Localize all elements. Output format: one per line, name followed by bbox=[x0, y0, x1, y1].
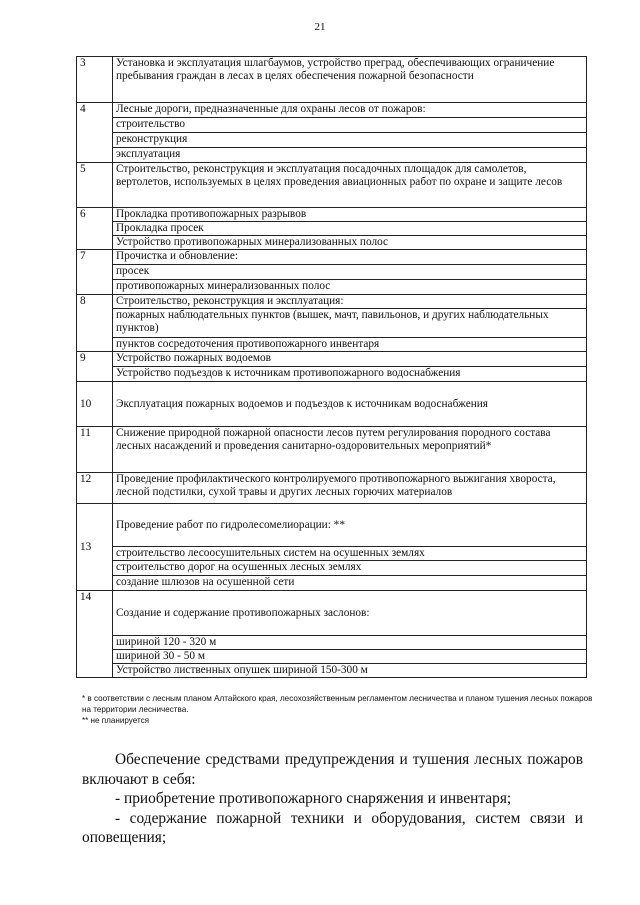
row-text: шириной 120 - 320 м bbox=[113, 636, 587, 650]
table-row bbox=[77, 148, 587, 163]
row-text: Устройство противопожарных минерализованных полос bbox=[113, 236, 587, 250]
row-number: 3 bbox=[77, 57, 113, 103]
row-number: 4 bbox=[77, 103, 113, 163]
table-row bbox=[77, 367, 587, 382]
row-text: Строительство, реконструкция и эксплуатация: bbox=[113, 295, 587, 309]
footnote-2: ** не планируется bbox=[82, 716, 150, 725]
row-text: Проведение профилактического контролируемого противопожарного выжигания хвороста, лесной подстилки, сухой травы и других лесных горючих материалов bbox=[113, 473, 587, 504]
row-number: 6 bbox=[77, 208, 113, 250]
row-number: 10 bbox=[77, 382, 113, 427]
table-row bbox=[77, 664, 587, 678]
paragraph-item-1: - приобретение противопожарного снаряжения и инвентаря; bbox=[115, 790, 512, 807]
row-text: противопожарных минерализованных полос bbox=[113, 280, 587, 295]
table-row bbox=[77, 265, 587, 280]
row-text: строительство лесоосушительных систем на осушенных землях bbox=[113, 547, 587, 561]
table-row bbox=[77, 427, 587, 473]
table-row bbox=[77, 57, 587, 103]
table-row bbox=[77, 504, 587, 547]
row-text: Лесные дороги, предназначенные для охраны лесов от пожаров: bbox=[113, 103, 587, 118]
row-number: 12 bbox=[77, 473, 113, 504]
table-row bbox=[77, 280, 587, 295]
row-text: Эксплуатация пожарных водоемов и подъездов к источникам водоснабжения bbox=[113, 382, 587, 427]
table-row bbox=[77, 576, 587, 591]
table-row bbox=[77, 208, 587, 222]
row-text: Создание и содержание противопожарных заслонов: bbox=[113, 591, 587, 636]
table-row bbox=[77, 650, 587, 664]
row-number: 5 bbox=[77, 163, 113, 208]
row-text: создание шлюзов на осушенной сети bbox=[113, 576, 587, 591]
row-text: Устройство пожарных водоемов bbox=[113, 352, 587, 367]
table-row bbox=[77, 561, 587, 576]
paragraph-item-2: - содержание пожарной техники и оборудования, систем связи и оповещения; bbox=[82, 809, 583, 846]
row-text: реконструкция bbox=[113, 133, 587, 148]
row-number: 8 bbox=[77, 295, 113, 352]
table-row bbox=[77, 133, 587, 148]
row-text: пунктов сосредоточения противопожарного инвентаря bbox=[113, 338, 587, 352]
row-text: Прокладка просек bbox=[113, 222, 587, 236]
row-number: 13 bbox=[77, 504, 113, 591]
row-text: Установка и эксплуатация шлагбаумов, устройство преград, обеспечивающих ограничение пребывания граждан в лесах в целях обеспечения пожарной безопасности bbox=[113, 57, 587, 103]
fire-measures-table bbox=[76, 56, 587, 678]
footnotes bbox=[82, 693, 602, 726]
table-row bbox=[77, 163, 587, 208]
row-text: Прочистка и обновление: bbox=[113, 250, 587, 265]
footnote-1: * в соответствии с лесным планом Алтайского края, лесохозяйственным регламентом лесничества и планом тушения лесных пожаров на территории лесничества. bbox=[82, 694, 593, 714]
table-row bbox=[77, 473, 587, 504]
table-row bbox=[77, 236, 587, 250]
table-row bbox=[77, 118, 587, 133]
table-row bbox=[77, 103, 587, 118]
row-text: Устройство лиственных опушек шириной 150-300 м bbox=[113, 664, 587, 678]
table-row bbox=[77, 547, 587, 561]
table-row bbox=[77, 309, 587, 338]
row-text: Снижение природной пожарной опасности лесов путем регулирования породного состава лесных насаждений и проведения санитарно-оздоровительных мероприятий* bbox=[113, 427, 587, 473]
row-text: просек bbox=[113, 265, 587, 280]
row-text: Устройство подъездов к источникам противопожарного водоснабжения bbox=[113, 367, 587, 382]
row-text: шириной 30 - 50 м bbox=[113, 650, 587, 664]
row-number: 9 bbox=[77, 352, 113, 382]
row-number: 7 bbox=[77, 250, 113, 295]
table-row bbox=[77, 352, 587, 367]
row-text: строительство bbox=[113, 118, 587, 133]
table-row bbox=[77, 338, 587, 352]
body-text bbox=[82, 750, 583, 848]
table-row bbox=[77, 382, 587, 427]
row-number: 11 bbox=[77, 427, 113, 473]
page-number: 21 bbox=[314, 21, 326, 33]
row-text: Строительство, реконструкция и эксплуатация посадочных площадок для самолетов, вертолетов, используемых в целях проведения авиационных работ по охране и защите лесов bbox=[113, 163, 587, 208]
row-number: 14 bbox=[77, 591, 113, 678]
row-text: пожарных наблюдательных пунктов (вышек, мачт, павильонов, и других наблюдательных пунктов) bbox=[113, 309, 587, 338]
paragraph-intro: Обеспечение средствами предупреждения и тушения лесных пожаров включают в себя: bbox=[82, 751, 583, 788]
row-text: Прокладка противопожарных разрывов bbox=[113, 208, 587, 222]
row-text: Проведение работ по гидролесомелиорации: ** bbox=[113, 504, 587, 547]
row-text: эксплуатация bbox=[113, 148, 587, 163]
table-row bbox=[77, 250, 587, 265]
table-row bbox=[77, 636, 587, 650]
table-row bbox=[77, 222, 587, 236]
table-row bbox=[77, 591, 587, 636]
table-row bbox=[77, 295, 587, 309]
row-text: строительство дорог на осушенных лесных землях bbox=[113, 561, 587, 576]
